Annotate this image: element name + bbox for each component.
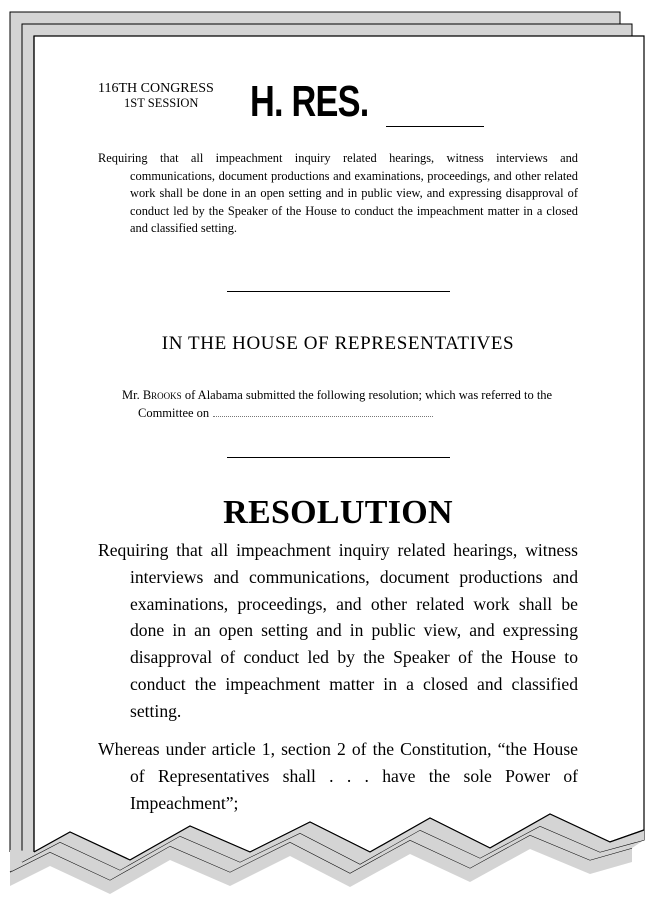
resolution-title: Requiring that all impeachment inquiry related hearings, witness interviews and communications, document productions and examinations, proceedings, and other related work shall be done in an open setting and in public view, and expressing disapproval of conduct led by the Speaker of the House to conduct the impeachment matter in a closed and classified setting. [98,540,578,721]
congress-number: 116TH CONGRESS [98,81,214,96]
sponsor-name: Brooks [142,388,182,402]
summary-title: Requiring that all impeachment inquiry related hearings, witness interviews and communications, document productions and examinations, proceedings, and other related work shall be done in an open setting and in public view, and expressing disapproval of conduct led by the Speaker of the House to conduct the impeachment matter in a closed and classified setting. [98,151,578,235]
bill-type: H. RES. [250,77,369,126]
session-number: 1ST SESSION [124,96,199,110]
sponsor-prefix: Mr. [122,388,143,402]
whereas-clause-1: Whereas under article 1, section 2 of the Constitution, “the House of Representatives shall . . . have the sole Power of Impeachment”; [98,739,578,813]
chamber-heading: IN THE HOUSE OF REPRESENTATIVES [161,333,515,354]
document-type-heading: RESOLUTION [223,494,453,531]
sponsor-text: of Alabama submitted the following resolution; which was referred to the Committee on [138,388,553,420]
